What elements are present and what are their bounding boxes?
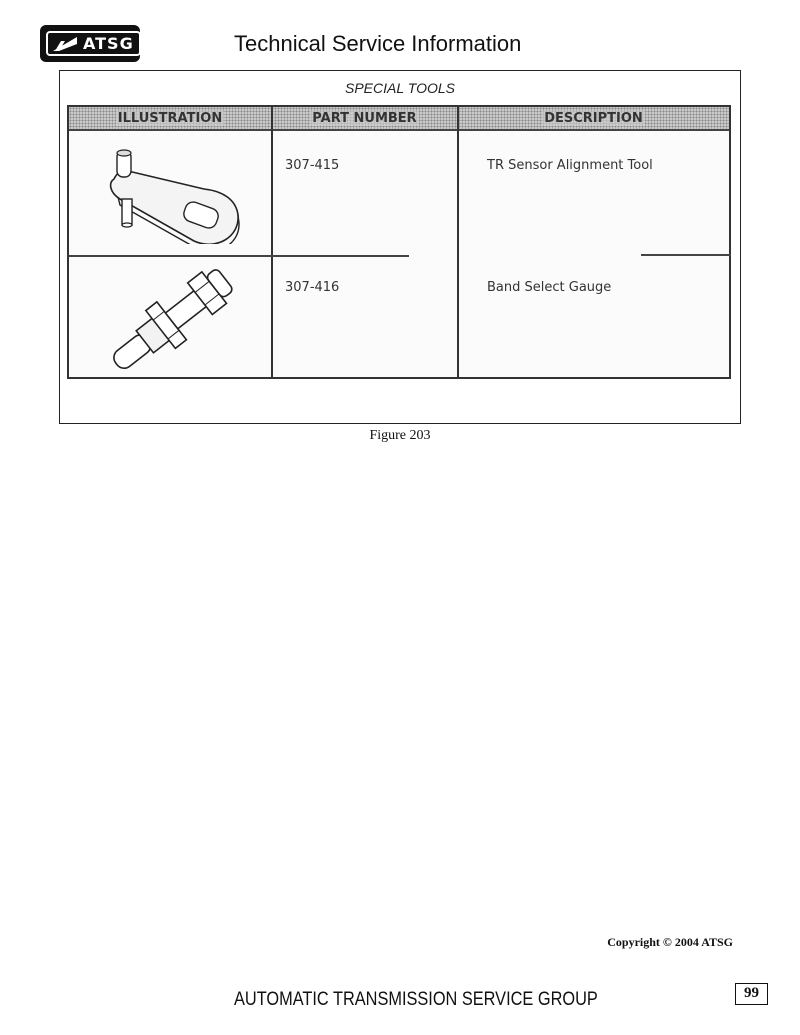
page-title: Technical Service Information bbox=[234, 31, 522, 56]
page-number: 99 bbox=[735, 983, 768, 1005]
row-divider bbox=[641, 254, 731, 256]
alignment-tool-illustration bbox=[104, 149, 244, 244]
checkered-flag-icon bbox=[51, 35, 79, 53]
column-divider bbox=[271, 107, 273, 377]
column-header-illustration: ILLUSTRATION bbox=[69, 107, 271, 131]
row-divider bbox=[69, 255, 409, 257]
description-cell: Band Select Gauge bbox=[487, 280, 612, 295]
column-header-part-number: PART NUMBER bbox=[271, 107, 458, 131]
part-number-cell: 307-416 bbox=[285, 280, 340, 295]
part-number-cell: 307-415 bbox=[285, 158, 340, 173]
copyright-notice: Copyright © 2004 ATSG bbox=[607, 935, 733, 949]
description-cell: TR Sensor Alignment Tool bbox=[487, 158, 653, 173]
figure-frame bbox=[59, 70, 741, 424]
column-header-description: DESCRIPTION bbox=[458, 107, 729, 131]
footer-group-name: AUTOMATIC TRANSMISSION SERVICE GROUP bbox=[234, 989, 598, 1010]
logo-badge bbox=[46, 31, 141, 56]
gauge-illustration bbox=[99, 263, 249, 375]
special-tools-table bbox=[67, 105, 731, 379]
column-divider bbox=[457, 107, 459, 377]
logo-text: ATSG bbox=[83, 34, 134, 53]
figure-label: Figure 203 bbox=[369, 428, 431, 443]
atsg-logo bbox=[40, 25, 140, 62]
figure-caption: SPECIAL TOOLS bbox=[345, 80, 455, 96]
